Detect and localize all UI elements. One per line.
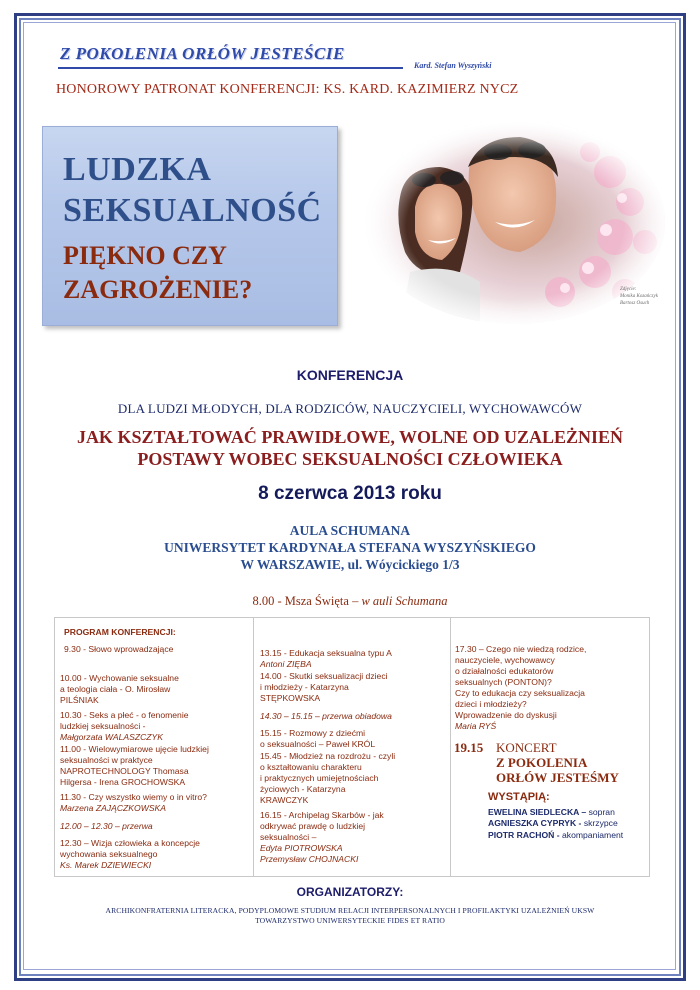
program-item: Hilgersa - Irena GROCHOWSKA	[60, 777, 186, 787]
subtitle-line-1: PIĘKNO CZY	[63, 241, 227, 270]
program-item: Marzena ZAJĄCZKOWSKA	[60, 803, 167, 813]
program-item: o seksualności – Paweł KRÓL	[260, 739, 376, 749]
program-column-3	[450, 618, 649, 876]
program-item: 10.00 - Wychowanie seksualne	[60, 673, 179, 683]
program-item: Antoni ZIĘBA	[260, 659, 312, 669]
program-column-1	[55, 618, 254, 876]
concert-label: KONCERT	[496, 740, 557, 755]
program-column-2	[253, 618, 451, 876]
program-heading: PROGRAM KONFERENCJI:	[64, 627, 176, 637]
program-table	[54, 617, 650, 877]
program-item: 15.15 - Rozmowy z dziećmi	[260, 728, 366, 738]
performer-name: AGNIESZKA CYPRYK -	[488, 818, 582, 828]
organizers-line-2: TOWARZYSTWO UNIWERSYTECKIE FIDES ET RATIO	[255, 916, 445, 925]
title-line-2: SEKSUALNOŚĆ	[63, 192, 322, 229]
program-item: Przemysław CHOJNACKI	[260, 854, 359, 864]
program-item: 11.30 - Czy wszystko wiemy o in vitro?	[60, 792, 207, 802]
program-item: seksualności w praktyce	[60, 755, 153, 765]
program-item: 16.15 - Archipelag Skarbów - jak	[260, 810, 384, 820]
event-audience: DLA LUDZI MŁODYCH, DLA RODZICÓW, NAUCZYCIELI, WYCHOWAWCÓW	[117, 401, 583, 416]
mass-time: 8.00 - Msza Święta –	[252, 594, 362, 608]
title-line-1: LUDZKA	[63, 151, 212, 188]
venue-line-2: UNIWERSYTET KARDYNAŁA STEFANA WYSZYŃSKIEGO	[164, 540, 536, 555]
motto-author: Kard. Stefan Wyszyński	[414, 61, 492, 70]
event-date: 8 czerwca 2013 roku	[258, 483, 442, 504]
program-item: 15.45 - Młodzież na rozdrożu - czyli	[260, 751, 396, 761]
title-box	[42, 126, 338, 326]
program-item: Małgorzata WALASZCZYK	[60, 732, 163, 742]
organizers-heading: ORGANIZATORZY:	[296, 885, 404, 899]
headline-line-2: POSTAWY WOBEC SEKSUALNOŚCI CZŁOWIEKA	[137, 449, 563, 469]
program-item: odkrywać prawdę o ludzkiej	[260, 821, 366, 831]
program-item: NAPROTECHNOLOGY Thomasa	[60, 766, 189, 776]
motto-underline	[58, 67, 403, 69]
organizers-list	[0, 906, 700, 926]
performers-heading: WYSTĄPIĄ:	[488, 791, 550, 803]
event-venue	[0, 522, 700, 573]
program-item: 14.30 – 15.15 – przerwa obiadowa	[260, 711, 392, 721]
photo-credit-author-1: Monika Kozańczyk	[620, 294, 658, 299]
event-headline	[0, 426, 700, 470]
motto: Z POKOLENIA ORŁÓW JESTEŚCIE	[60, 44, 345, 63]
performer-role: skrzypce	[583, 818, 618, 828]
performer	[488, 807, 615, 818]
holy-mass	[0, 594, 700, 609]
event-type: KONFERENCJA	[296, 367, 404, 383]
program-item: i młodzieży - Katarzyna	[260, 682, 349, 692]
program-item: 13.15 - Edukacja seksualna typu A	[260, 648, 392, 658]
performer	[488, 818, 618, 829]
program-item: życiowych - Katarzyna	[260, 784, 346, 794]
program-item: 9.30 - Słowo wprowadzające	[64, 644, 174, 654]
program-item: wychowania seksualnego	[60, 849, 158, 859]
venue-line-1: AULA SCHUMANA	[289, 523, 411, 538]
program-item: Wprowadzenie do dyskusji	[455, 710, 557, 720]
program-item: ludzkiej seksualności -	[60, 721, 146, 731]
headline-line-1: JAK KSZTAŁTOWAĆ PRAWIDŁOWE, WOLNE OD UZALEŻNIEŃ	[76, 427, 624, 447]
mass-place: w auli Schumana	[361, 594, 448, 608]
program-item: Ks. Marek DZIEWIECKI	[60, 860, 152, 870]
program-item: 17.30 – Czego nie wiedzą rodzice,	[455, 644, 587, 654]
program-item: seksualnych (PONTON)?	[455, 677, 552, 687]
program-item: 14.00 - Skutki seksualizacji dzieci	[260, 671, 388, 681]
program-item: PILŚNIAK	[60, 695, 99, 705]
program-item: o kształtowaniu charakteru	[260, 762, 362, 772]
subtitle-line-2: ZAGROŻENIE?	[63, 275, 253, 304]
photo-credit-author-2: Bartosz Osuch	[620, 301, 650, 306]
program-item: 10.30 - Seks a płeć - o fenomenie	[60, 710, 189, 720]
performer-name: PIOTR RACHOŃ -	[488, 830, 560, 840]
performer-name: EWELINA SIEDLECKA –	[488, 807, 587, 817]
program-item: dzieci i młodzieży?	[455, 699, 527, 709]
program-item: i praktycznych umiejętnościach	[260, 773, 379, 783]
photo-credit-label: Zdjęcie:	[620, 287, 637, 292]
performer-role: akompaniament	[562, 830, 624, 840]
venue-line-3: W WARSZAWIE, ul. Wóycickiego 1/3	[240, 557, 460, 572]
program-item: KRAWCZYK	[260, 795, 309, 805]
performer-role: sopran	[588, 807, 615, 817]
program-item: 12.00 – 12.30 – przerwa	[60, 821, 153, 831]
concert-title-1: Z POKOLENIA	[496, 755, 588, 770]
program-item: seksualności –	[260, 832, 317, 842]
photo-credit	[620, 286, 668, 307]
concert-title-2: ORŁÓW JESTEŚMY	[496, 770, 619, 785]
organizers-line-1: ARCHIKONFRATERNIA LITERACKA, PODYPLOMOWE STUDIUM RELACJI INTERPERSONALNYCH I PROFILAKTYKI UZALEŻNIEŃ UKSW	[105, 906, 595, 915]
program-item: a teologia ciała - O. Mirosław	[60, 684, 171, 694]
concert-time: 19.15	[454, 740, 484, 755]
program-item: Maria RYŚ	[455, 721, 497, 731]
program-item: Edyta PIOTROWSKA	[260, 843, 343, 853]
program-item: Czy to edukacja czy seksualizacja	[455, 688, 585, 698]
program-item: 11.00 - Wielowymiarowe ujęcie ludzkiej	[60, 744, 209, 754]
program-item: o działalności edukatorów	[455, 666, 554, 676]
performer	[488, 830, 623, 841]
program-item: STĘPKOWSKA	[260, 693, 321, 703]
program-item: nauczyciele, wychowawcy	[455, 655, 555, 665]
honorary-patronage: HONOROWY PATRONAT KONFERENCJI: KS. KARD. KAZIMIERZ NYCZ	[56, 82, 519, 97]
program-item: 12.30 – Wizja człowieka a koncepcje	[60, 838, 200, 848]
